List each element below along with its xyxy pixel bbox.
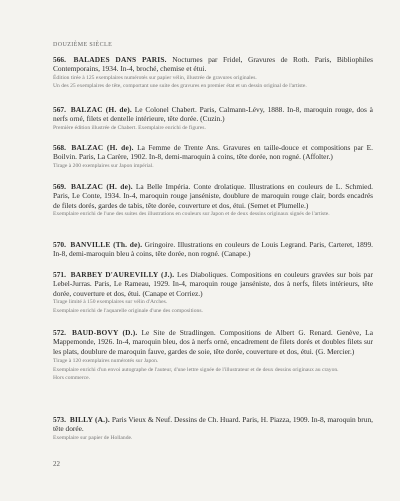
entry-description: Le Colonel Chabert. Paris, Calmann-Lévy, 1888. In-8, maroquin rouge, dos à nerfs orné, filets et dentelle intérieure, tête dorée. (Cuzin.) bbox=[53, 105, 373, 124]
entry-number: 569. bbox=[53, 182, 66, 191]
entry-description: Paris Vieux & Neuf. Dessins de Ch. Huard. Paris, H. Piazza, 1909. In-8, maroquin brun, tête dorée. bbox=[53, 415, 373, 434]
page-number: 22 bbox=[53, 460, 60, 468]
entry-note: Exemplaire enrichi de l'aquarelle originale d'une des compositions. bbox=[53, 307, 203, 314]
entry-heading: BALADES DANS PARIS. bbox=[73, 55, 167, 64]
entry-number: 567. bbox=[53, 105, 66, 114]
catalogue-entry bbox=[53, 328, 373, 383]
catalogue-entry bbox=[53, 415, 373, 442]
entry-description: Les Diaboliques. Compositions en couleurs gravées sur bois par Lebel-Jurras. Paris, Le Rameau, 1929. In-4, maroquin rouge janséniste, dos à nerfs, filets intérieurs, tête dorée, couverture et dos, étui. (Canape et Corriez.) bbox=[53, 270, 373, 298]
entry-heading: BARBEY D'AUREVILLY (J.). bbox=[70, 270, 175, 279]
entry-heading: BANVILLE (Th. de). bbox=[70, 240, 143, 249]
entry-number: 566. bbox=[53, 55, 66, 64]
catalogue-entry bbox=[53, 240, 373, 259]
entry-description: Le Site de Stradlingen. Compositions de Albert G. Renard. Genève, La Mappemonde, 1926. In-4, maroquin bleu, dos à nerfs orné, encadrement de filets dorés et doubles filets sur les plats, doublure de maroquin fauve, gardes de soie, tête dorée, couverture et dos, étui. (G. Mercier.) bbox=[53, 328, 373, 356]
catalogue-entry bbox=[53, 182, 373, 219]
entry-heading: BILLY (A.). bbox=[69, 415, 110, 424]
entry-number: 571. bbox=[53, 270, 66, 279]
catalogue-entry bbox=[53, 270, 373, 315]
entry-heading: BAUD-BOVY (D.). bbox=[71, 328, 138, 337]
catalogue-entry bbox=[53, 143, 373, 170]
entry-description: La Belle Impéria. Conte drolatique. Illustrations en couleurs de L. Schmied. Paris, Le Conte, 1934. In-4, maroquin rouge janséniste, doublure de maroquin rouge clair, bords encadrés de filets dorés, gardes de tabis, tête dorée, couverture et dos, étui. (Semet et Plumelle.) bbox=[53, 182, 373, 210]
entry-note: Première édition illustrée de Chabert. Exemplaire enrichi de figures. bbox=[53, 124, 206, 131]
running-head: DOUZIÈME SIÈCLE bbox=[53, 42, 113, 48]
entry-description: La Femme de Trente Ans. Gravures en taille-douce et compositions par E. Boilvin. Paris, La Carère, 1902. In-8, demi-maroquin à coins, tête dorée, non rogné. (Affolter.) bbox=[53, 143, 373, 162]
catalogue-entry bbox=[53, 105, 373, 132]
catalogue-entry bbox=[53, 55, 373, 91]
entry-number: 573. bbox=[53, 415, 66, 424]
entry-note: Exemplaire enrichi de l'une des suites des illustrations en couleurs sur Japon et de deux dessins originaux signés de l'artiste. bbox=[53, 211, 330, 218]
entry-heading: BALZAC (H. de). bbox=[70, 105, 132, 114]
entry-note: Tirage à 200 exemplaires sur Japon impérial. bbox=[53, 162, 154, 169]
entry-number: 570. bbox=[53, 240, 66, 249]
entry-note: Tirage à 120 exemplaires numérotés sur Japon. bbox=[53, 358, 159, 365]
entry-note: Édition tirée à 125 exemplaires numérotés sur papier vélin, illustrée de gravures originales. bbox=[53, 74, 257, 81]
entry-note: Exemplaire sur papier de Hollande. bbox=[53, 434, 133, 441]
entry-note: Exemplaire enrichi d'un envoi autographe de l'auteur, d'une lettre signée de l'illustrateur et de deux dessins originaux au crayon. bbox=[53, 366, 339, 373]
entry-description: Nocturnes par Fridel, Gravures de Roth. Paris, Bibliophiles Contemporains, 1934. In-4, broché, chemise et étui. bbox=[53, 55, 373, 74]
entry-number: 572. bbox=[53, 328, 66, 337]
entry-number: 568. bbox=[53, 143, 66, 152]
entry-heading: BALZAC (H. de). bbox=[71, 143, 134, 152]
entry-note: Un des 25 exemplaires de tête, comportant une suite des gravures en premier état et un dessin original de l'artiste. bbox=[53, 83, 307, 90]
entry-heading: BALZAC (H. de). bbox=[71, 182, 133, 191]
entry-description: Gringoire. Illustrations en couleurs de Louis Legrand. Paris, Carteret, 1899. In-8, demi-maroquin bleu à coins, tête dorée, non rogné. (Canape.) bbox=[53, 240, 374, 259]
entry-note: Tirage limité à 150 exemplaires sur vélin d'Arches. bbox=[53, 299, 168, 306]
entry-note: Hors commerce. bbox=[53, 375, 90, 382]
